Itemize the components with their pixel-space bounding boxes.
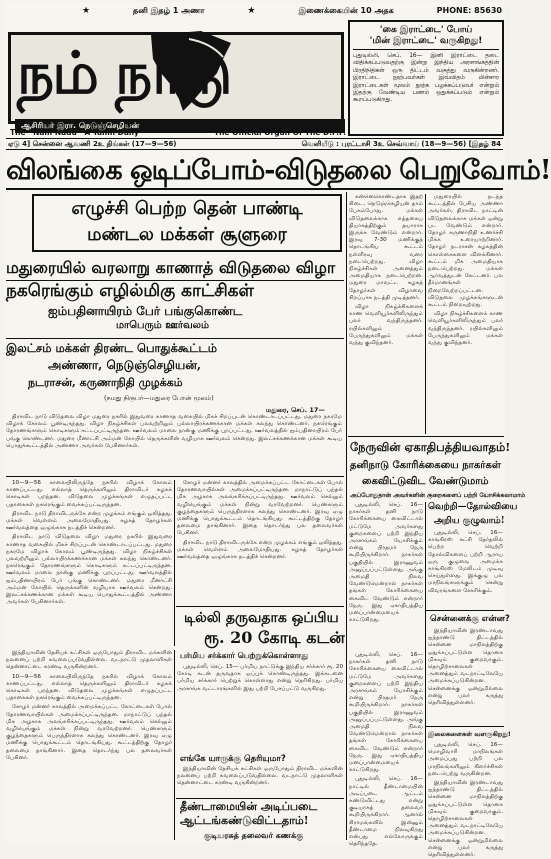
- victory-headline-1: வெற்றி—தோல்வியை: [428, 502, 518, 512]
- newspaper-page: [4, 2, 551, 859]
- middle-column: [177, 480, 343, 606]
- nehru-paragraph: புதுடில்லி, செப். 16— நாகர்கள் தனி நாடு கோரிக்கையை கைவிட்டால் மட்டுமே அவர்களது குறைகளைப் பற்றி இந்திய அரசாங்கம் யோசிக்கும் என்று பிரதமர் நேரு கூறியிருக்கிறார். நாகர்கள் பகுதியில் இராணுவம் அனுப்பப்பட்டுள்ளது. அங்கு அமைதி நிலவ வேண்டுமென்றால் நாகர்கள் தங்கள் கோரிக்கையை கைவிட வேண்டும் என்றார் நேரு. இது ஏகாதிபத்திய மனப்பான்மையைக் காட்டுகிறது.: [349, 502, 423, 624]
- mid-paragraph-1: சோழர் மன்னர் காலத்தில் அமைக்கப்பட்ட கோட்டைகள் போல் தோரணவாயில்கள் அமைக்கப்பட்டிருந்தன. மாநாட்டுப் பந்தல் மிக அழகாக அலங்கரிக்கப்பட்டிருந்தது. ஊர்வலம் செல்லும் வழியெங்கும் மக்கள் நின்று வரவேற்றனர். பெண்களும் குழந்தைகளும் பெருந்திரளாக கலந்து கொண்டனர். இரவு ஏழு மணிக்கு பொதுக்கூட்டம் தொடங்கியது. கூட்டத்திற்கு தோழர் தலைமை தாங்கினார். இதை தொடர்ந்து பல தலைவர்கள் பேசினர்.: [177, 480, 343, 537]
- column-rule: [174, 650, 175, 840]
- star-icon: ★: [82, 6, 91, 16]
- lead-headline-2: நகரெங்கும் எழில்மிகு காட்சிகள்: [6, 280, 344, 303]
- nehru-headline-2: தனிநாடு கோரிக்கையை நாகர்கள்: [350, 460, 501, 471]
- top-story-headline: [353, 25, 499, 50]
- where-body: [177, 766, 343, 796]
- where-paragraph: இந்தியாவின் தேசியக் கட்சிகள் ஒருபோதும் திராவிட மக்களின் நலனைப் பற்றி கவலைப்படுவதில்லை. வடநாட்டு முதலாளிகள் தென்னாட்டை சுரண்டி வருகின்றனர்.: [6, 650, 172, 671]
- nehru-headline-1: நேருவின் ஏகாதிபத்தியவாதம்!: [350, 440, 511, 454]
- tagline-right: The Official Organ Of The D.P.P.: [213, 128, 346, 137]
- madras-paragraph: இந்தியாவின் இரண்டாவது ஐந்தாண்டு திட்டத்தில் சென்னை மாநிலத்திற்கு ஒதுக்கப்பட்டுள்ள தொகை மிகவும் குறைவாகும். தொழிற்சாலைகள் அனைத்தும் வடநாட்டிலேயே அமைக்கப்படுகின்றன. சென்னைக்கு ஒன்றுமில்லை என்று பலர் கருத்து தெரிவித்துள்ளனர்.: [428, 628, 503, 707]
- madras-paragraph-2: இந்தியாவின் இரண்டாவது ஐந்தாண்டு திட்டத்தில் சென்னை மாநிலத்திற்கு ஒதுக்கப்பட்டுள்ள தொகை மிகவும் குறைவாகும். தொழிற்சாலைகள் அனைத்தும் வடநாட்டிலேயே அமைக்கப்படுகின்றன. சென்னைக்கு ஒன்றுமில்லை என்று பலர் கருத்து தெரிவித்துள்ளனர்.: [428, 780, 503, 859]
- top-story-body: புதுடில்லி, செப். 16— இனி இராட்டை தடை விதிக்கப்படுவதற்கு இன்று இந்திய அரசாங்கத்தின் பிரதிநிதிகள் ஒரு திட்டம் வகுத்து வருகின்றனர். இராட்டை நூற்பவர்கள் இவ்விதம் மின்சார இராட்டைகள் மூலம் நூற்க பழக்கப்படுவர் என்றும் இதற்கு வேண்டிய பணம் ஒதுக்கப்படும் என்றும் கூறப்படுகிறது.: [353, 53, 499, 104]
- left-column-continued: [6, 650, 172, 842]
- nehru-headline-4: அப்போதுதான் அவர்களின் குறைகளைப் பற்றி யோசிக்கலாமாம்: [350, 492, 526, 499]
- untouch-headline-1: தீண்டாமையின் அடிப்படை: [180, 800, 318, 813]
- issue-right: வெளியீடு : புரட்டாசி 3உ செவ்வாய் (18—9—56) [இதழ் 84: [301, 139, 501, 148]
- untouch-headline-2: ஆட்டங்கண்டுவிட்டதாம்!: [180, 814, 309, 827]
- lead-paragraph-4: திராவிட நாடு விடுதலை விழா மதுரை நகரில் இதுவரை காணாத வகையில் மிகச் சிறப்புடன் கொண்டாடப்பட்டது. மதுரை நகரமே விழாக் கோலம் பூண்டிருந்தது. விழா நிகழ்ச்சிகள் பலவற்றிலும் பல்லாயிரக்கணக்கான மக்கள் கலந்து கொண்டனர். நகரெங்கும் தோரணங்களும் கொடிகளும் கட்டப்பட்டிருந்தன. ஊர்வலம் மாலை நான்கு மணிக்கு புறப்பட்டது. ஊர்வலத்தில் ஐம்பதினாயிரம் பேர் பங்கு கொண்டனர். மதுரை மீனாட்சி அம்மன் கோயில் தெருக்களின் வழியாக ஊர்வலம் சென்றது. இலட்சக்கணக்கான மக்கள் கூடிய பொதுக்கூட்டத்தில் அண்ணா அவர்கள் பேசினார்கள்.: [6, 534, 172, 606]
- untouch-paragraph: புதுடில்லி, செப். 16— நாட்டில் தீண்டாமையின் அடிப்படை ஆட்டம் கண்டுவிட்டது என்று குடியரசுத் தலைவர் கூறியிருக்கிறார். ஆனால் கிராமங்களில் இன்னும் தீண்டாமை நிலவுகிறது என்பது எல்லோருக்கும் தெரிந்ததே.: [349, 776, 423, 848]
- column-rule: [425, 502, 426, 840]
- divider: [6, 476, 344, 477]
- lead-headline-7: நடராசன், கருணாநிதி முழக்கம்: [28, 376, 183, 389]
- nehru-headline-3: கைவிட்டுவிட வேண்டுமாம்: [362, 476, 489, 487]
- growth-body: [428, 742, 503, 859]
- right-paragraph-2: விழா நிகழ்ச்சிகளைக் காண வெளியூர்களிலிருந்தும் பலர் வந்திருந்தனர். ரயில்களிலும் பேருந்துகளிலும் மக்கள் வந்து குவிந்தனர்.: [349, 304, 423, 347]
- madras-headline: சென்னைக்கு என்ன?: [430, 614, 510, 624]
- right-column-2: [428, 194, 503, 434]
- right-column-1: [349, 194, 423, 434]
- lead-paragraph-1: திராவிட நாடு விடுதலை விழா மதுரை நகரில் இதுவரை காணாத வகையில் மிகச் சிறப்புடன் கொண்டாடப்பட்டது. மதுரை நகரமே விழாக் கோலம் பூண்டிருந்தது. விழா நிகழ்ச்சிகள் பலவற்றிலும் பல்லாயிரக்கணக்கான மக்கள் கலந்து கொண்டனர். நகரெங்கும் தோரணங்களும் கொடிகளும் கட்டப்பட்டிருந்தன. ஊர்வலம் மாலை நான்கு மணிக்கு புறப்பட்டது. ஊர்வலத்தில் ஐம்பதினாயிரம் பேர் பங்கு கொண்டனர். மதுரை மீனாட்சி அம்மன் கோயில் தெருக்களின் வழியாக ஊர்வலம் சென்றது. இலட்சக்கணக்கான மக்கள் கூடிய பொதுக்கூட்டத்தில் அண்ணா அவர்கள் பேசினார்கள்.: [6, 414, 342, 449]
- growth-paragraph: புதுடில்லி, செப். 16— மொழிவாரி மாநிலங்கள் அமைப்பது பற்றி பல மாநிலங்களிலும் கிளர்ச்சிகள் நடைபெற்று வருகின்றன.: [428, 742, 503, 777]
- lead-headline-4: மாபெரும் ஊர்வலம்: [116, 320, 210, 331]
- untouch-headline-3: குடியரசுத் தலைவர் கணக்கு: [204, 830, 304, 840]
- masthead: [6, 16, 346, 136]
- lead-headline-6: அண்ணா, நெடுஞ்செழியன்,: [48, 358, 202, 372]
- lead-paragraph-2: 10—9—56 காலையிலிருந்தே நகரில் விழாக் கோலம் காணப்பட்டது. எல்லாத் தெருக்களிலும் திராவிடர் கழகக் கொடிகள் பறந்தன. விடுதலை முழக்கங்கள் எழுதப்பட்ட பதாகைகள் நகரெங்கும் வைக்கப்பட்டிருந்தன.: [6, 480, 172, 508]
- top-right-story: [348, 20, 504, 136]
- nehru-body: [349, 502, 423, 650]
- delhi-body: [177, 664, 343, 754]
- growth-headline: இலைகளைகள் வளருகிறது!: [428, 730, 511, 738]
- divider: [426, 726, 504, 727]
- price-label: தனி இதழ் 1 அணா: [133, 6, 205, 15]
- far-paragraph-2: விழா நிகழ்ச்சிகளைக் காண வெளியூர்களிலிருந்தும் பலர் வந்திருந்தனர். ரயில்களிலும் பேருந்துகளிலும் மக்கள் வந்து குவிந்தனர்.: [428, 311, 503, 347]
- delhi-headline-2: ரூ. 20 கோடி கடன்: [204, 628, 345, 647]
- column-rule: [174, 480, 175, 646]
- star-icon: ★: [247, 6, 256, 16]
- victory-headline-2: அறிய குழுவாம்!: [434, 516, 505, 526]
- left-column: [6, 480, 172, 646]
- headline-line-2: 'மின் இராட்டை' வருகிறது!: [369, 36, 483, 46]
- lead-paragraph-3: திராவிட நாடு திராவிடருக்கே என்ற முழக்கம் எங்கும் ஒலித்தது. மக்கள் வெள்ளம் அலைமோதியது. கழகத் தோழர்கள் ஊர்வலத்தை ஒழுங்காக நடத்திச் சென்றனர்.: [6, 510, 172, 532]
- editor-line: ஆசிரியர் இரா. நெடுஞ்செழியன்: [15, 119, 345, 133]
- victory-body: [428, 530, 503, 608]
- mid-paragraph-2: திராவிட நாடு திராவிடருக்கே என்ற முழக்கம் எங்கும் ஒலித்தது. மக்கள் வெள்ளம் அலைமோதியது. கழகத் தோழர்கள் ஊர்வலத்தை ஒழுங்காக நடத்திச் சென்றனர்.: [177, 539, 343, 561]
- divider: [426, 610, 504, 611]
- divider: [176, 798, 344, 799]
- tagline-left: The “Nam Nadu” A Tamil Daily: [10, 128, 139, 137]
- logo-box: [8, 32, 344, 130]
- column-rule: [346, 192, 347, 840]
- issue-line: [6, 138, 503, 150]
- divider: [348, 436, 504, 437]
- lead-headline-5: இலட்சம் மக்கள் திரண்ட பொதுக்கூட்டம்: [6, 338, 344, 357]
- phone-number: PHONE: 85630: [436, 6, 502, 15]
- english-tagline: [10, 128, 346, 137]
- lead-headline-1: மதுரையில் வரலாறு காணாத் விடுதலை விழா: [6, 258, 336, 277]
- where-headline: எங்கே யாருக்கு தெரியுமா?: [180, 754, 286, 764]
- headline-line-1: 'கை இராட்டை' போய்: [379, 25, 473, 35]
- delhi-paragraph: புதுடில்லி, செப். 15— பர்மிய நாட்டுக்கு இந்திய சர்க்கார் ரூ. 20 கோடி கடன் தருவதாக ஒப்புக் கொண்டிருந்தது. இக்கடனை பர்மிய சர்க்கார் பெற்றுக் கொள்ளாது என்று தெரிகிறது. பர்மிய அரசாங்க வட்டாரங்களில் இது பற்றி பேசப்பட்டு வருகிறது.: [177, 664, 343, 692]
- madras-body: [428, 628, 503, 724]
- lead-paragraph-5: 10—9—56 காலையிலிருந்தே நகரில் விழாக் கோலம் காணப்பட்டது. எல்லாத் தெருக்களிலும் திராவிடர் கழகக் கொடிகள் பறந்தன. விடுதலை முழக்கங்கள் எழுதப்பட்ட பதாகைகள் நகரெங்கும் வைக்கப்பட்டிருந்தன.: [6, 673, 172, 702]
- sub-banner-box: [32, 194, 342, 252]
- lead-body: [6, 414, 342, 474]
- lead-byline: (நமது நிருபர்—மதுரை போன் மூலம்): [104, 394, 214, 402]
- issue-left: ஏடு 4] சென்னை ஆவணி 2உ திங்கள் (17—9—56): [8, 139, 177, 148]
- nehru-body-continued: [349, 652, 423, 848]
- right-paragraph-1: கன்னெகொண்டதாக இதற் கிடை, நெடுஞ்செழியன் தாம் பேசும்போது, மக்கள் விடுதலைக்காக எத்தகைய தியாகத்திற்கும் தயாராக இருக்க வேண்டும் என்றார். இரவு 7-30 மணிக்குத் தொடங்கிய கூட்டம் நள்ளிரவு வரை நடைபெற்றது. விழா நிகழ்ச்சிகள் அனைத்தும் அமைதியாக நடைபெற்றன. மதுரை மாவட்ட கழகத் தோழர்கள் விழாவை சிறப்பாக நடத்தி முடித்தனர்.: [349, 194, 423, 301]
- where-paragraph-2: இந்தியாவின் தேசியக் கட்சிகள் ஒருபோதும் திராவிட மக்களின் நலனைப் பற்றி கவலைப்படுவதில்லை. வடநாட்டு முதலாளிகள் தென்னாட்டை சுரண்டி வருகின்றனர்.: [177, 766, 343, 787]
- nehru-paragraph-2: புதுடில்லி, செப். 16— நாகர்கள் தனி நாடு கோரிக்கையை கைவிட்டால் மட்டுமே அவர்களது குறைகளைப் பற்றி இந்திய அரசாங்கம் யோசிக்கும் என்று பிரதமர் நேரு கூறியிருக்கிறார். நாகர்கள் பகுதியில் இராணுவம் அனுப்பப்பட்டுள்ளது. அங்கு அமைதி நிலவ வேண்டுமென்றால் நாகர்கள் தங்கள் கோரிக்கையை கைவிட வேண்டும் என்றார் நேரு. இது ஏகாதிபத்திய மனப்பான்மையைக் காட்டுகிறது.: [349, 652, 423, 774]
- victory-paragraph: புதுடில்லி, செப். 16— காங்கிரஸ் கட்சி தேர்தலில் பெற்ற வெற்றி தோல்விகளைப் பற்றி ஆராய ஒரு குழுவை அமைக்க காங்கிரஸ் மேலிடம் முடிவு செய்துள்ளது. இக்குழு பல மாநிலங்களுக்கும் சென்று விவரங்களை சேகரிக்கும்.: [428, 530, 503, 594]
- column-rule: [425, 194, 426, 434]
- lead-dateline: மதுரை, செப். 17—: [266, 406, 325, 414]
- delhi-headline-1: டில்லி தருவதாக ஒப்பிய: [184, 610, 339, 626]
- banner-headline: விலங்கை ஒடிப்போம்-விடுதலை பெறுவோம்!: [6, 152, 503, 190]
- subscription-label: இணைக்கையின் 10 அதக: [298, 6, 394, 15]
- sub-banner-line-2: மண்டல மக்கள் சூளுரை: [87, 224, 287, 245]
- lead-paragraph-6: சோழர் மன்னர் காலத்தில் அமைக்கப்பட்ட கோட்டைகள் போல் தோரணவாயில்கள் அமைக்கப்பட்டிருந்தன. மாநாட்டுப் பந்தல் மிக அழகாக அலங்கரிக்கப்பட்டிருந்தது. ஊர்வலம் செல்லும் வழியெங்கும் மக்கள் நின்று வரவேற்றனர். பெண்களும் குழந்தைகளும் பெருந்திரளாக கலந்து கொண்டனர். இரவு ஏழு மணிக்கு பொதுக்கூட்டம் தொடங்கியது. கூட்டத்திற்கு தோழர் தலைமை தாங்கினார். இதை தொடர்ந்து பல தலைவர்கள் பேசினர்.: [6, 704, 172, 761]
- newspaper-logo: நம் நாடு: [17, 39, 231, 107]
- lead-headline-3: ஐம்பதினாயிரம் பேர் பங்குகொண்ட: [48, 304, 243, 318]
- far-paragraph-1: மதுரையில் நடந்த கூட்டத்தில் பேசிய அண்ணா அவர்கள், திராவிட நாட்டின் விடுதலைக்காக மக்கள் ஒன்று பட வேண்டும் என்றார். தோழர் கருணாநிதி உணர்ச்சி மிக்க உரையாற்றினார். தோழர் நடராசன் கழகத்தின் கொள்கைகளை விளக்கினார். கூட்டம் மிக அமைதியாக நடைபெற்றது. மக்கள் ஆர்வத்துடன் கேட்டனர். பல தீர்மானங்கள் நிறைவேற்றப்பட்டன. விடுதலை முழக்கங்களுடன் கூட்டம் நிறைவுற்றது.: [428, 194, 503, 309]
- divider: [176, 606, 344, 607]
- delhi-headline-3: பர்மிய சர்க்கார் பெற்றுக்கொள்ளாது: [180, 650, 309, 660]
- sub-banner-line-1: எழுச்சி பெற்ற தென் பாண்டி: [71, 198, 303, 219]
